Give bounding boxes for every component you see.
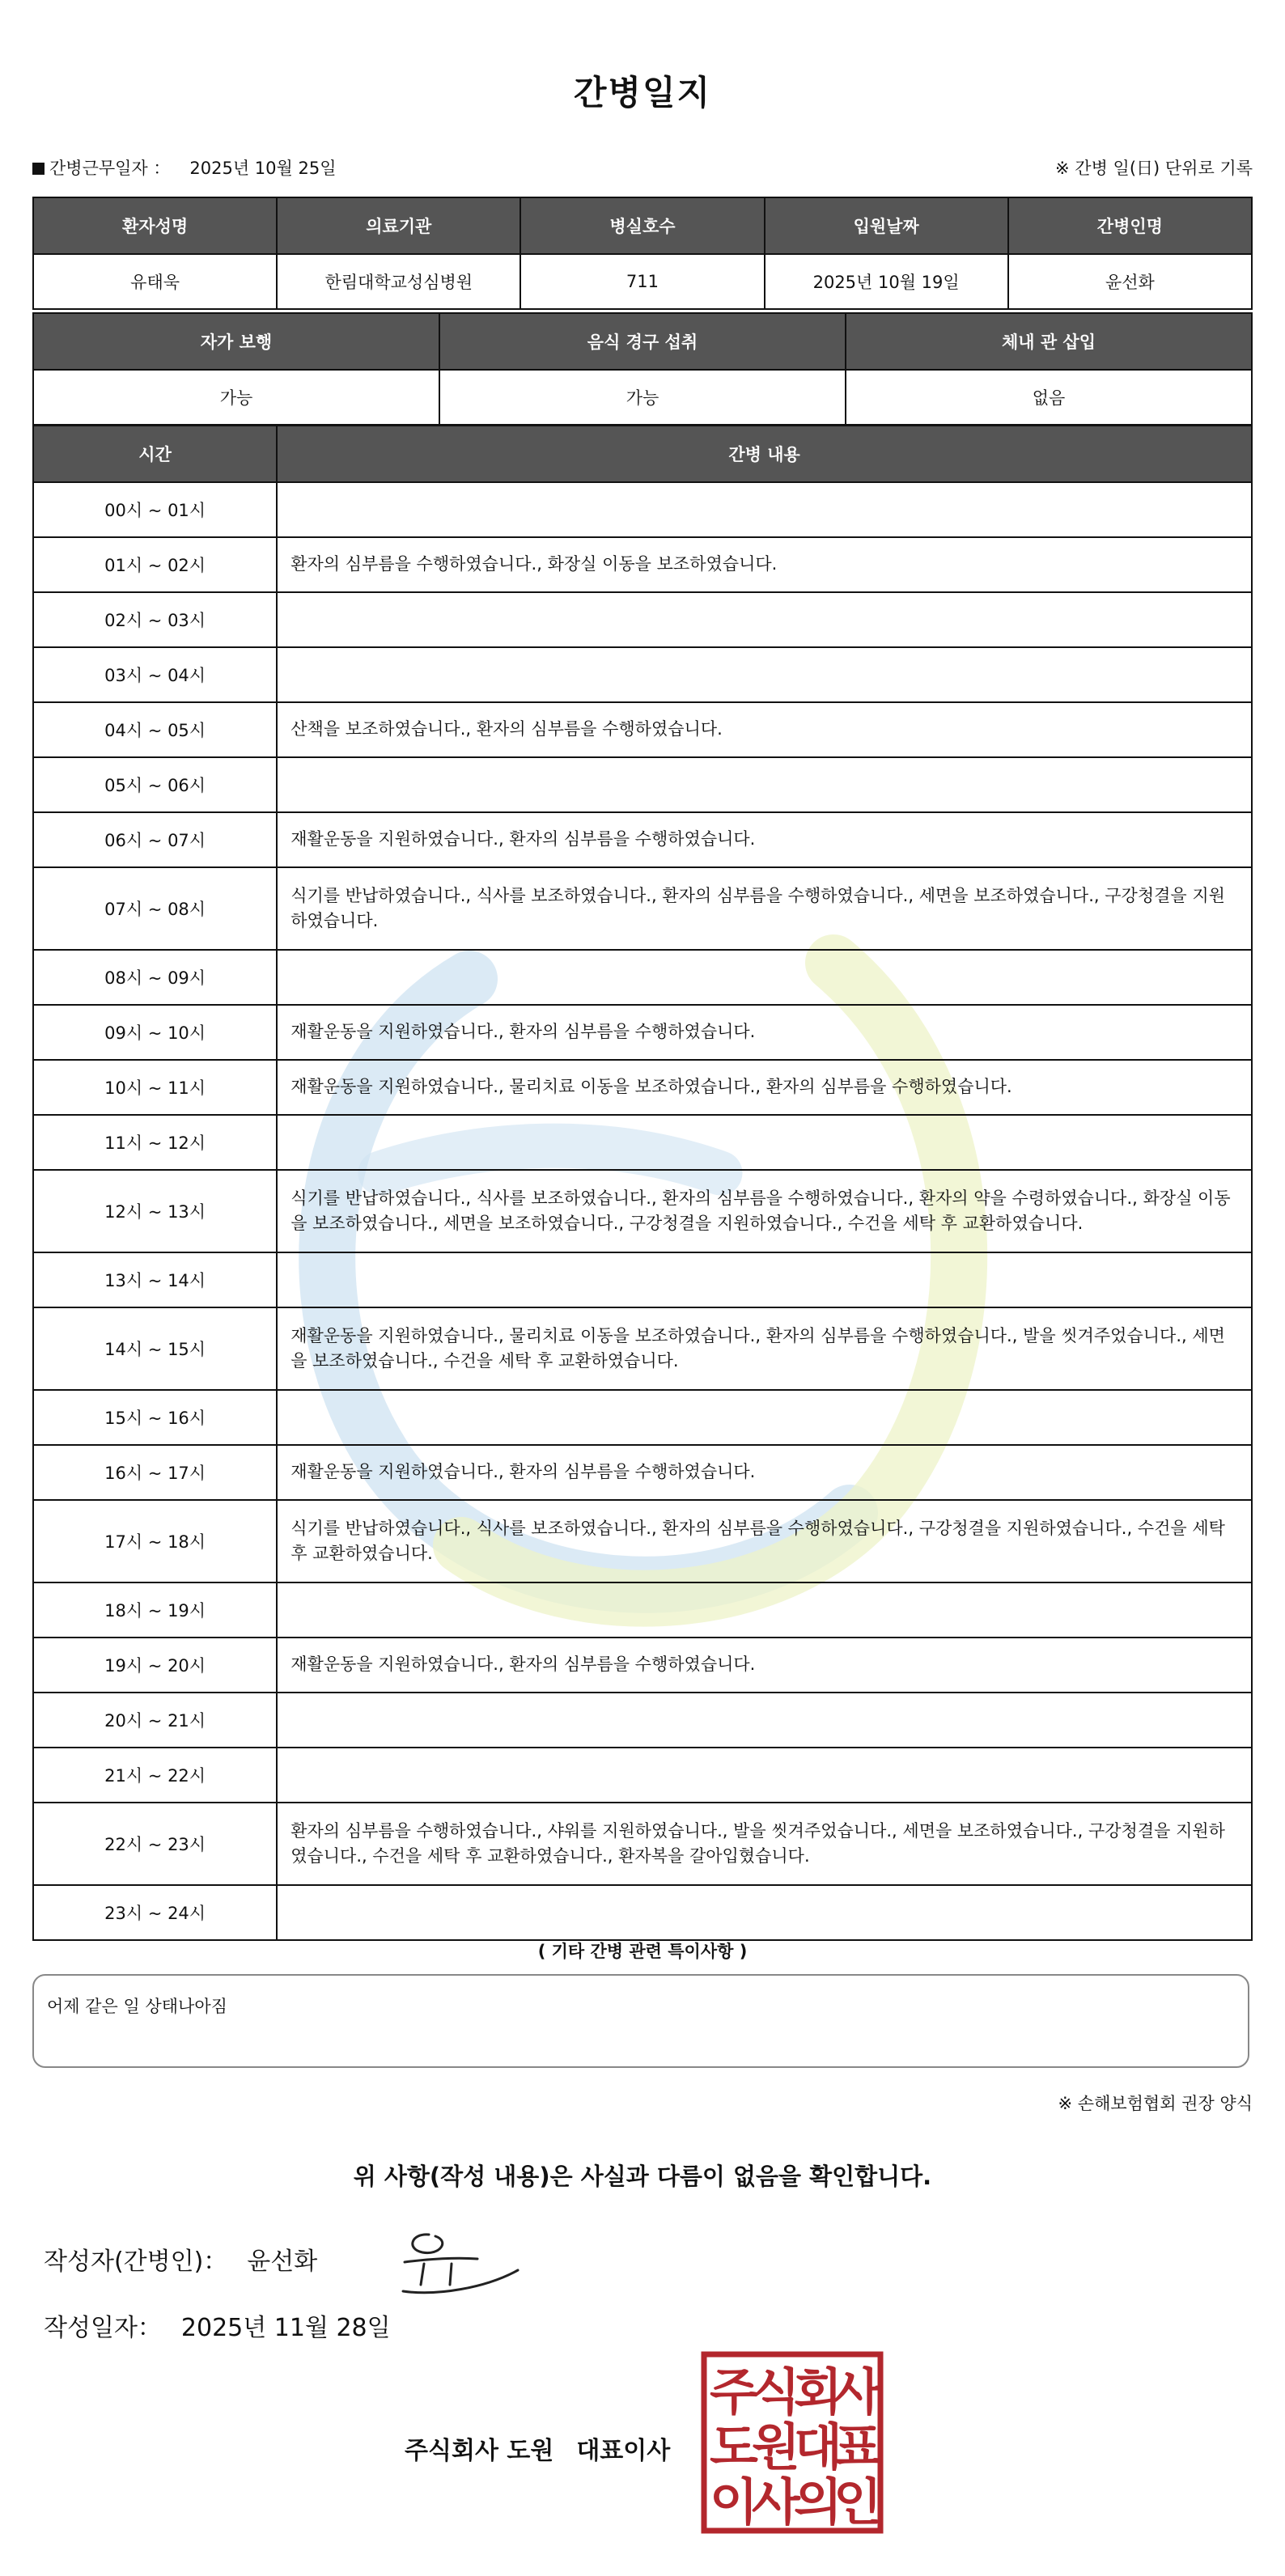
table-row (33, 482, 1252, 537)
time-cell: 10시 ~ 11시 (33, 1060, 277, 1115)
work-date-label: 간병근무일자 ： (49, 159, 171, 178)
header-tube-insertion: 체내 관 삽입 (846, 313, 1252, 370)
svg-text:회: 회 (794, 2362, 842, 2421)
page-title: 간병일지 (573, 73, 712, 112)
table-row (33, 1307, 1252, 1390)
recommend-note: ※ 손해보험협회 권장 양식 (1058, 2094, 1253, 2113)
company-seal-stamp (701, 2351, 884, 2534)
table-row (33, 1748, 1252, 1803)
table-row (33, 867, 1252, 950)
table-row (33, 1252, 1252, 1307)
svg-text:대: 대 (794, 2417, 842, 2476)
svg-text:의: 의 (794, 2472, 842, 2532)
table-row (33, 1582, 1252, 1638)
meta-row (32, 155, 1253, 188)
care-content-cell (277, 950, 1252, 1005)
care-content-cell (277, 1115, 1252, 1170)
time-cell: 12시 ~ 13시 (33, 1170, 277, 1252)
time-cell: 04시 ~ 05시 (33, 702, 277, 757)
time-cell: 20시 ~ 21시 (33, 1693, 277, 1748)
care-content-cell (277, 1748, 1252, 1803)
header-time: 시간 (33, 426, 277, 482)
care-content-cell: 재활운동을 지원하였습니다., 물리치료 이동을 보조하였습니다., 환자의 심부름을 수행하였습니다., 발을 씻겨주었습니다., 세면을 보조하였습니다., 수건을 세탁 후 교환하였습니다. (277, 1307, 1252, 1390)
patient-info-table (32, 197, 1253, 310)
svg-text:표: 표 (833, 2417, 882, 2476)
table-row (33, 1170, 1252, 1252)
time-cell: 22시 ~ 23시 (33, 1803, 277, 1885)
time-cell: 09시 ~ 10시 (33, 1005, 277, 1060)
care-content-cell: 재활운동을 지원하였습니다., 환자의 심부름을 수행하였습니다. (277, 1005, 1252, 1060)
table-row (33, 702, 1252, 757)
table-row (33, 1638, 1252, 1693)
time-cell: 02시 ~ 03시 (33, 592, 277, 647)
company-name: 주식회사 도원 (405, 2437, 554, 2465)
header-self-walking: 자가 보행 (33, 313, 439, 370)
care-content-cell (277, 1390, 1252, 1445)
time-cell: 05시 ~ 06시 (33, 757, 277, 812)
table-row (33, 254, 1252, 309)
room-number: 711 (520, 254, 764, 309)
tube-insertion-value: 없음 (846, 370, 1252, 425)
table-header-row (33, 426, 1252, 482)
table-row (33, 1500, 1252, 1582)
care-content-cell (277, 592, 1252, 647)
time-cell: 13시 ~ 14시 (33, 1252, 277, 1307)
work-date-value: 2025년 10월 25일 (189, 159, 337, 178)
care-content-cell (277, 1885, 1252, 1940)
patient-name: 유태욱 (33, 254, 277, 309)
write-date-label: 작성일자： (44, 2314, 162, 2342)
table-row (33, 950, 1252, 1005)
table-row (33, 1390, 1252, 1445)
hospital-name: 한림대학교성심병원 (277, 254, 520, 309)
remarks-title: ( 기타 간병 관련 특이사항 ) (537, 1942, 748, 1961)
oral-intake-value: 가능 (439, 370, 846, 425)
time-cell: 08시 ~ 09시 (33, 950, 277, 1005)
header-admission-date: 입원날짜 (765, 197, 1008, 254)
self-walking-value: 가능 (33, 370, 439, 425)
svg-text:사: 사 (752, 2472, 800, 2532)
patient-status-table (32, 312, 1253, 426)
writer-label: 작성자(간병인)： (44, 2248, 228, 2276)
header-caregiver-name: 간병인명 (1008, 197, 1252, 254)
admission-date: 2025년 10월 19일 (765, 254, 1008, 309)
care-content-cell: 환자의 심부름을 수행하였습니다., 화장실 이동을 보조하였습니다. (277, 537, 1252, 592)
care-content-cell: 재활운동을 지원하였습니다., 환자의 심부름을 수행하였습니다. (277, 1445, 1252, 1500)
table-row (33, 592, 1252, 647)
write-date-line (44, 2307, 391, 2343)
square-bullet-icon (32, 163, 45, 175)
header-room: 병실호수 (520, 197, 764, 254)
care-content-cell (277, 1693, 1252, 1748)
care-content-cell (277, 647, 1252, 702)
table-row (33, 1005, 1252, 1060)
time-cell: 18시 ~ 19시 (33, 1582, 277, 1638)
care-content-cell (277, 482, 1252, 537)
table-row (33, 647, 1252, 702)
caregiver-name: 윤선화 (1008, 254, 1252, 309)
header-patient-name: 환자성명 (33, 197, 277, 254)
table-header-row (33, 313, 1252, 370)
representative-title: 대표이사 (576, 2437, 671, 2465)
svg-text:도: 도 (710, 2417, 758, 2476)
table-row (33, 1693, 1252, 1748)
time-cell: 11시 ~ 12시 (33, 1115, 277, 1170)
care-content-cell: 재활운동을 지원하였습니다., 환자의 심부름을 수행하였습니다. (277, 812, 1252, 867)
time-cell: 17시 ~ 18시 (33, 1500, 277, 1582)
table-header-row (33, 197, 1252, 254)
care-log-table (32, 425, 1253, 1941)
writer-name: 윤선화 (247, 2248, 318, 2276)
care-content-cell: 산책을 보조하였습니다., 환자의 심부름을 수행하였습니다. (277, 702, 1252, 757)
handwritten-signature (372, 2217, 526, 2306)
table-row (33, 1060, 1252, 1115)
care-content-cell: 식기를 반납하였습니다., 식사를 보조하였습니다., 환자의 심부름을 수행하였습니다., 세면을 보조하였습니다., 구강청결을 지원하였습니다. (277, 867, 1252, 950)
svg-text:이: 이 (710, 2472, 758, 2532)
svg-text:주: 주 (710, 2362, 758, 2421)
table-row (33, 1445, 1252, 1500)
care-content-cell: 재활운동을 지원하였습니다., 환자의 심부름을 수행하였습니다. (277, 1638, 1252, 1693)
table-row (33, 370, 1252, 425)
svg-text:사: 사 (833, 2362, 882, 2421)
time-cell: 06시 ~ 07시 (33, 812, 277, 867)
record-note: ※ 간병 일(日) 단위로 기록 (1055, 159, 1253, 178)
table-row (33, 812, 1252, 867)
table-row (33, 757, 1252, 812)
header-care-content: 간병 내용 (277, 426, 1252, 482)
table-row (33, 537, 1252, 592)
time-cell: 01시 ~ 02시 (33, 537, 277, 592)
time-cell: 16시 ~ 17시 (33, 1445, 277, 1500)
svg-text:원: 원 (752, 2417, 800, 2476)
time-cell: 14시 ~ 15시 (33, 1307, 277, 1390)
svg-text:식: 식 (752, 2362, 800, 2421)
time-cell: 21시 ~ 22시 (33, 1748, 277, 1803)
time-cell: 23시 ~ 24시 (33, 1885, 277, 1940)
svg-text:인: 인 (833, 2472, 882, 2532)
time-cell: 03시 ~ 04시 (33, 647, 277, 702)
table-row (33, 1803, 1252, 1885)
time-cell: 07시 ~ 08시 (33, 867, 277, 950)
care-content-cell: 환자의 심부름을 수행하였습니다., 샤워를 지원하였습니다., 발을 씻겨주었습니다., 세면을 보조하였습니다., 구강청결을 지원하였습니다., 수건을 세탁 후 교환하였습니다., 환자복을 갈아입혔습니다. (277, 1803, 1252, 1885)
work-date (32, 155, 337, 180)
write-date-value: 2025년 11월 28일 (180, 2314, 391, 2342)
care-content-cell: 식기를 반납하였습니다., 식사를 보조하였습니다., 환자의 심부름을 수행하였습니다., 구강청결을 지원하였습니다., 수건을 세탁 후 교환하였습니다. (277, 1500, 1252, 1582)
table-row (33, 1115, 1252, 1170)
header-hospital: 의료기관 (277, 197, 520, 254)
time-cell: 15시 ~ 16시 (33, 1390, 277, 1445)
time-cell: 19시 ~ 20시 (33, 1638, 277, 1693)
writer-line (44, 2241, 317, 2277)
care-content-cell: 재활운동을 지원하였습니다., 물리치료 이동을 보조하였습니다., 환자의 심부름을 수행하였습니다. (277, 1060, 1252, 1115)
confirmation-text: 위 사항(작성 내용)은 사실과 다름이 없음을 확인합니다. (353, 2163, 932, 2190)
table-row (33, 1885, 1252, 1940)
care-content-cell (277, 1252, 1252, 1307)
care-content-cell (277, 1582, 1252, 1638)
header-oral-intake: 음식 경구 섭취 (439, 313, 846, 370)
company-signature-line (405, 2430, 670, 2466)
time-cell: 00시 ~ 01시 (33, 482, 277, 537)
care-content-cell (277, 757, 1252, 812)
remarks-box: 어제 같은 일 상태나아짐 (32, 1974, 1249, 2068)
care-content-cell: 식기를 반납하였습니다., 식사를 보조하였습니다., 환자의 심부름을 수행하였습니다., 환자의 약을 수령하였습니다., 화장실 이동을 보조하였습니다., 세면을 보조하였습니다., 구강청결을 지원하였습니다., 수건을 세탁 후 교환하였습니다. (277, 1170, 1252, 1252)
